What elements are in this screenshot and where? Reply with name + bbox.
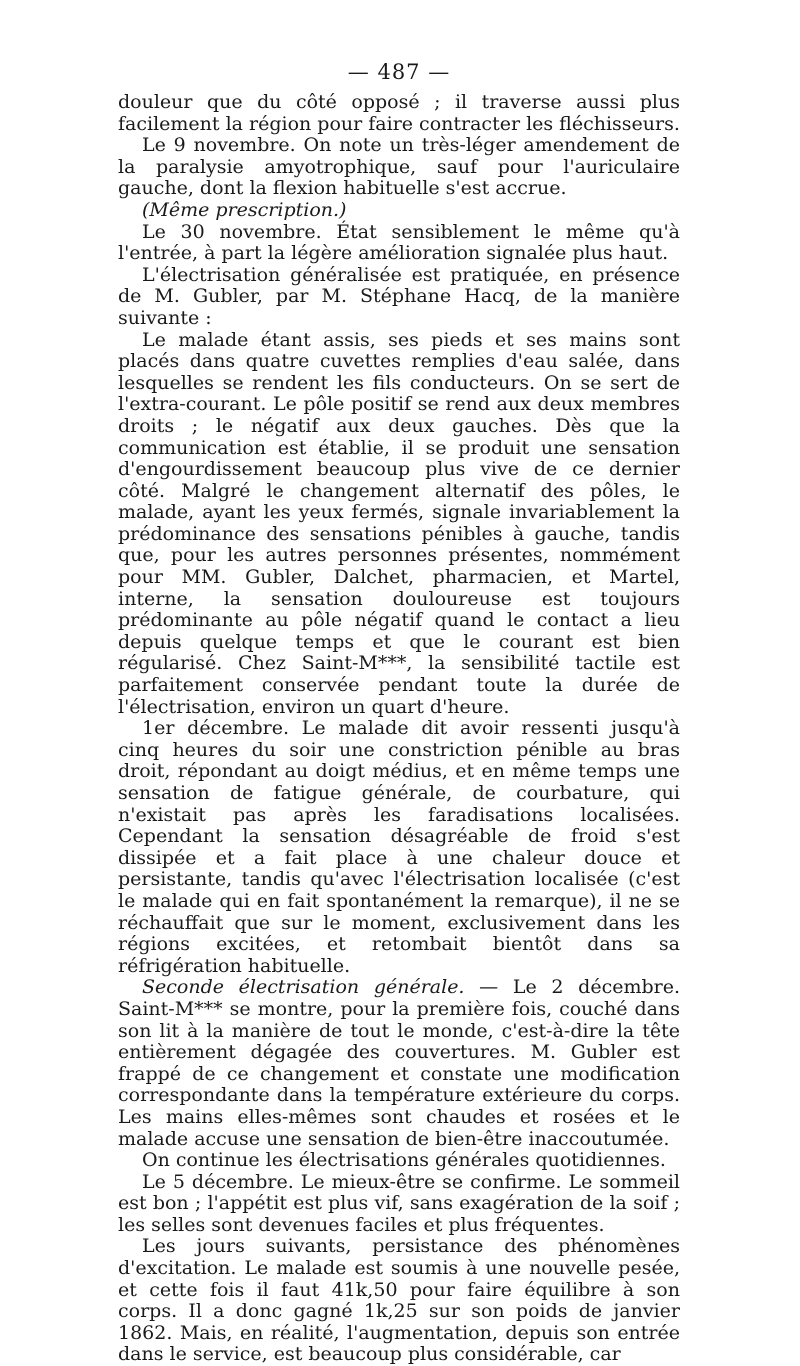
paragraph: L'électrisation généralisée est pratiquée, en présence de M. Gubler, par M. Stéphane Hacq, de la manière suivante : [118,263,680,329]
paragraph: Seconde électrisation générale. — Le 2 décembre. Saint-M*** se montre, pour la première fois, couché dans son lit à la manière de tout le monde, c'est-à-dire la tête entièrement dégagée des couvertures. M. Gubler est frappé de ce changement et constate une modification correspondante dans la température extérieure du corps. Les mains elles-mêmes sont chaudes et rosées et le malade accuse une sensation de bien-être inaccoutumée. [118,976,681,1150]
paragraph: (Même prescription.) [142,198,347,221]
paragraph: Le 9 novembre. On note un très-léger amendement de la paralysie amyotrophique, sauf pour l'auriculaire gauche, dont la flexion habituelle s'est accrue. [118,134,680,200]
paragraph: 1er décembre. Le malade dit avoir ressenti jusqu'à cinq heures du soir une constriction pénible au bras droit, répondant au doigt médius, et en même temps une sensation de fatigue générale, de courbature, qui n'existait pas après les faradisations localisées. Cependant la sensation désagréable de froid s'est dissipée et a fait place à une chaleur douce et persistante, tandis qu'avec l'électrisation localisée (c'est le malade qui en fait spontanément la remarque), il ne se réchauffait que sur le moment, exclusivement dans les régions excitées, et retombait bientôt dans sa réfrigération habituelle. [118,717,680,977]
paragraph: Le 5 décembre. Le mieux-être se confirme. Le sommeil est bon ; l'appétit est plus vif, sans exagération de la soif ; les selles sont devenues faciles et plus fréquentes. [118,1170,680,1236]
paragraph: douleur que du côté opposé ; il traverse aussi plus facilement la région pour faire contracter les fléchisseurs. [118,91,680,135]
body-text [118,92,680,1366]
paragraph: Le 30 novembre. État sensiblement le même qu'à l'entrée, à part la légère amélioration signalée plus haut. [118,220,680,265]
paragraph: Les jours suivants, persistance des phénomènes d'excitation. Le malade est soumis à une nouvelle pesée, et cette fois il faut 41k,50 pour faire équilibre à son corps. Il a donc gagné 1k,25 sur son poids de janvier 1862. Mais, en réalité, l'augmentation, depuis son entrée dans le service, est beaucoup plus considérable, car [118,1235,680,1366]
page-number: — 487 — [347,60,451,84]
paragraph: Le malade étant assis, ses pieds et ses mains sont placés dans quatre cuvettes remplies d'eau salée, dans lesquelles se rendent les fils conducteurs. On se sert de l'extra-courant. Le pôle positif se rend aux deux membres droits ; le négatif aux deux gauches. Dès que la communication est établie, il se produit une sensation d'engourdissement beaucoup plus vive de ce dernier côté. Malgré le changement alternatif des pôles, le malade, ayant les yeux fermés, signale invariablement la prédominance des sensations pénibles à gauche, tandis que, pour les autres personnes présentes, nommément pour MM. Gubler, Dalchet, pharmacien, et Martel, interne, la sensation douloureuse est toujours prédominante au pôle négatif quand le contact a lieu depuis quelque temps et que le courant est bien régularisé. Chez Saint-M***, la sensibilité tactile est parfaitement conservée pendant toute la durée de l'électrisation, environ un quart d'heure. [118,328,680,718]
paragraph: On continue les électrisations générales quotidiennes. [142,1149,666,1172]
